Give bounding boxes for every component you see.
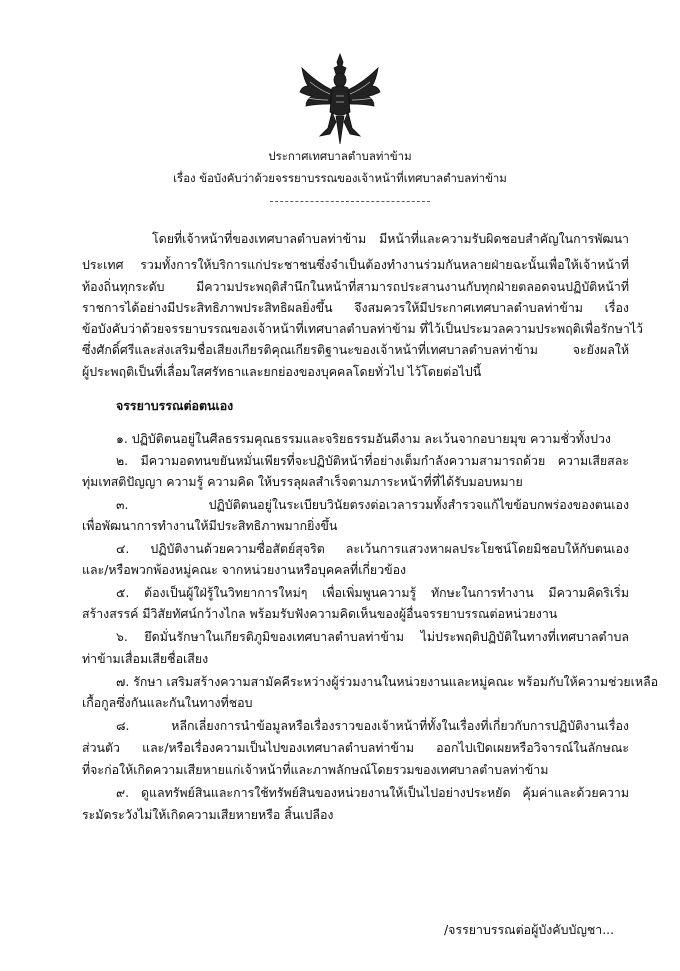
announcement-title: ประกาศเทศบาลตำบลท่าข้าม <box>268 149 412 163</box>
preamble-line: ประเทศ รวมทั้งการให้บริการแก่ประชาชนซึ่งจำเป็นต้องทำงานร่วมกันหลายฝ่ายฉะนั้นเพื่อให้เจ้าหน้าที่ <box>82 257 629 272</box>
list-item: ๔. ปฏิบัติงานด้วยความซื่อสัตย์สุจริต ละเว้นการแสวงหาผลประโยชน์โดยมิชอบให้กับตนเอง <box>116 541 629 556</box>
list-item-continuation: เกื้อกูลซึ่งกันและกันในทางที่ชอบ <box>82 695 253 710</box>
announcement-subject: เรื่อง ข้อบังคับว่าด้วยจรรยาบรรณของเจ้าหน้าที่เทศบาลตำบลท่าข้าม <box>173 171 507 185</box>
list-item: ๙. ดูแลทรัพย์สินและการใช้ทรัพย์สินของหน่วยงานให้เป็นไปอย่างประหยัด คุ้มค่าและด้วยความ <box>116 785 629 800</box>
list-item-continuation: ทุ่มเทสติปัญญา ความรู้ ความคิด ให้บรรลุผลสำเร็จตามภาระหน้าที่ที่ได้รับมอบหมาย <box>82 474 523 489</box>
garuda-emblem-icon <box>298 52 382 148</box>
list-item: ๘. หลีกเลี่ยงการนำข้อมูลหรือเรื่องราวของเจ้าหน้าที่ทั้งในเรื่องที่เกี่ยวกับการปฏิบัติงานเรื่อง <box>116 718 629 733</box>
section-heading: จรรยาบรรณต่อตนเอง <box>116 398 234 413</box>
list-item: ๑. ปฏิบัติตนอยู่ในศีลธรรมคุณธรรมและจริยธรรมอันดีงาม ละเว้นจากอบายมุข ความชั่วทั้งปวง <box>116 431 611 446</box>
preamble-line: ราชการได้อย่างมีประสิทธิภาพประสิทธิผลยิ่งขึ้น จึงสมควรให้มีประกาศเทศบาลตำบลท่าข้าม เรื่อง <box>82 300 629 315</box>
list-item: ๗. รักษา เสริมสร้างความสามัคคีระหว่างผู้ร่วมงานในหน่วยงานและหมู่คณะ พร้อมกับให้ความช่วยเหลือ <box>116 674 659 689</box>
list-item: ๒. มีความอดทนขยันหมั่นเพียรที่จะปฏิบัติหน้าที่อย่างเต็มกำลังความสามารถด้วย ความเสียสละ <box>116 453 629 468</box>
list-item-continuation: เพื่อพัฒนาการทำงานให้มีประสิทธิภาพมากยิ่งขึ้น <box>82 518 338 533</box>
preamble-line: โดยที่เจ้าหน้าที่ของเทศบาลตำบลท่าข้าม มีหน้าที่และความรับผิดชอบสำคัญในการพัฒนา <box>152 231 629 246</box>
list-item-continuation: ที่จะก่อให้เกิดความเสียหายแก่เจ้าหน้าที่และภาพลักษณ์โดยรวมของเทศบาลตำบลท่าข้าม <box>82 762 549 777</box>
list-item: ๖. ยึดมั่นรักษาในเกียรติภูมิของเทศบาลตำบลท่าข้าม ไม่ประพฤติปฏิบัติในทางที่เทศบาลตำบล <box>116 629 629 644</box>
list-item: ๓. ปฏิบัติตนอยู่ในระเบียบวินัยตรงต่อเวลารวมทั้งสำรวจแก้ไขข้อบกพร่องของตนเอง <box>116 497 629 512</box>
list-item-continuation: และ/หรือพวกพ้องหมู่คณะ จากหน่วยงานหรือบุคคลที่เกี่ยวข้อง <box>82 562 407 577</box>
continuation-footer: /จรรยาบรรณต่อผู้บังคับบัญชา... <box>444 922 615 937</box>
preamble-line: ท้องถิ่นทุกระดับ มีความประพฤติสำนึกในหน้าที่สามารถประสานงานกับทุกฝ่ายตลอดจนปฏิบัติหน้าที่ <box>82 279 629 294</box>
list-item: ๕. ต้องเป็นผู้ใฝ่รู้ในวิทยาการใหม่ๆ เพื่อเพิ่มพูนความรู้ ทักษะในการทำงาน มีความคิดริเริ่ม <box>116 585 629 600</box>
list-item-continuation: ท่าข้ามเสื่อมเสียชื่อเสียง <box>82 651 209 666</box>
list-item-continuation: ส่วนตัว และ/หรือเรื่องความเป็นไปของเทศบาลตำบลท่าข้าม ออกไปเปิดเผยหรือวิจารณ์ในลักษณะ <box>82 740 629 755</box>
preamble-line: ซึ่งศักดิ์ศรีและส่งเสริมชื่อเสียงเกียรติคุณเกียรติฐานะของเจ้าหน้าที่เทศบาลตำบลท่าข้าม จะยังผลให้ <box>82 342 629 357</box>
list-item-continuation: ระมัดระวังไม่ให้เกิดความเสียหายหรือ สิ้นเปลือง <box>82 807 334 822</box>
preamble-line: ผู้ประพฤติเป็นที่เลื่อมใสศรัทธาและยกย่องของบุคคลโดยทั่วไป ไว้โดยต่อไปนี้ <box>82 364 482 379</box>
title-divider <box>270 201 430 202</box>
list-item-continuation: สร้างสรรค์ มีวิสัยทัศน์กว้างไกล พร้อมรับฟังความคิดเห็นของผู้อื่นจรรยาบรรณต่อหน่วยงาน <box>82 606 558 621</box>
preamble-line: ข้อบังคับว่าด้วยจรรยาบรรณของเจ้าหน้าที่เทศบาลตำบลท่าข้าม ที่ไว้เป็นประมวลความประพฤติเพื่อรักษาไว้ <box>82 321 644 336</box>
